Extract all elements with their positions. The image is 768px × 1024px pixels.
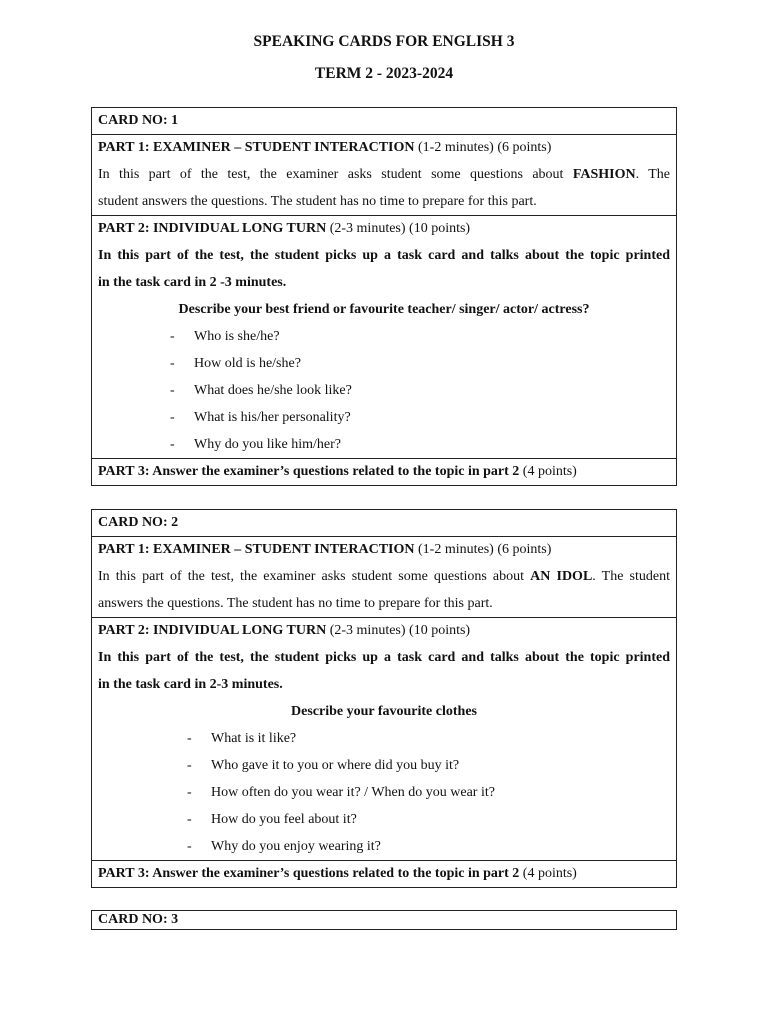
question-item	[98, 779, 670, 806]
part2-section	[92, 215, 676, 458]
question-item	[98, 323, 670, 350]
dash-bullet: -	[187, 758, 192, 773]
dash-bullet: -	[170, 329, 175, 344]
part2-topic: Describe your favourite clothes	[291, 704, 477, 719]
dash-bullet: -	[187, 812, 192, 827]
part2-heading: PART 2: INDIVIDUAL LONG TURN	[98, 221, 327, 236]
part1-heading: PART 1: EXAMINER – STUDENT INTERACTION	[98, 542, 415, 557]
part1-description-line	[98, 563, 670, 590]
part1-text-end: . The student	[592, 569, 670, 584]
part2-instruction: In this part of the test, the student picks up a task card and talks about the topic printed	[98, 248, 670, 263]
part1-topic: AN IDOL	[530, 569, 593, 584]
part2-meta: (2-3 minutes) (10 points)	[326, 221, 471, 236]
part3-meta: (4 points)	[519, 866, 577, 881]
question-item	[98, 806, 670, 833]
part3-heading: PART 3: Answer the examiner’s questions related to the topic in part 2	[98, 464, 520, 479]
card-number: CARD NO: 3	[98, 912, 179, 927]
question-item	[98, 377, 670, 404]
dash-bullet: -	[187, 731, 192, 746]
dash-bullet: -	[187, 839, 192, 854]
part2-instruction: in the task card in 2 -3 minutes.	[98, 275, 287, 290]
part3-heading-line	[98, 861, 670, 887]
part2-section	[92, 617, 676, 860]
part1-description-line: answers the questions. The student has no time to prepare for this part.	[98, 596, 493, 611]
part1-text: In this part of the test, the examiner asks student some questions about	[98, 569, 531, 584]
document-subtitle: TERM 2 - 2023-2024	[314, 65, 454, 82]
part3-section	[92, 458, 676, 485]
question-text: What is his/her personality?	[194, 410, 351, 425]
question-item	[98, 350, 670, 377]
part2-meta: (2-3 minutes) (10 points)	[326, 623, 471, 638]
card-number: CARD NO: 1	[98, 113, 179, 128]
part1-description-line	[98, 161, 670, 188]
question-item	[98, 833, 670, 860]
part1-section	[92, 134, 676, 215]
part2-heading-line	[98, 216, 670, 242]
dash-bullet: -	[170, 356, 175, 371]
document-title: SPEAKING CARDS FOR ENGLISH 3	[253, 33, 515, 50]
card-number-row	[92, 911, 676, 929]
part1-description-line: student answers the questions. The student has no time to prepare for this part.	[98, 194, 537, 209]
question-text: Who gave it to you or where did you buy it?	[211, 758, 460, 773]
part2-instruction: in the task card in 2-3 minutes.	[98, 677, 283, 692]
dash-bullet: -	[170, 410, 175, 425]
part1-heading-line	[98, 537, 670, 563]
dash-bullet: -	[187, 785, 192, 800]
question-item	[98, 431, 670, 458]
question-text: How often do you wear it? / When do you wear it?	[211, 785, 495, 800]
question-item	[98, 404, 670, 431]
part2-instruction: In this part of the test, the student picks up a task card and talks about the topic printed	[98, 650, 670, 665]
part3-section	[92, 860, 676, 887]
part1-meta: (1-2 minutes) (6 points)	[414, 140, 552, 155]
dash-bullet: -	[170, 383, 175, 398]
question-text: How do you feel about it?	[211, 812, 357, 827]
part1-text-end: . The	[635, 167, 670, 182]
part2-heading: PART 2: INDIVIDUAL LONG TURN	[98, 623, 327, 638]
speaking-card-3	[91, 910, 677, 930]
part3-meta: (4 points)	[519, 464, 577, 479]
part1-meta: (1-2 minutes) (6 points)	[414, 542, 552, 557]
question-item	[98, 752, 670, 779]
question-text: What is it like?	[211, 731, 297, 746]
part1-text: In this part of the test, the examiner asks student some questions about	[98, 167, 573, 182]
part2-topic: Describe your best friend or favourite teacher/ singer/ actor/ actress?	[178, 302, 590, 317]
question-text: How old is he/she?	[194, 356, 301, 371]
part3-heading: PART 3: Answer the examiner’s questions related to the topic in part 2	[98, 866, 520, 881]
part2-heading-line	[98, 618, 670, 644]
speaking-card-2	[91, 509, 677, 888]
part1-heading-line	[98, 135, 670, 161]
question-text: What does he/she look like?	[194, 383, 352, 398]
dash-bullet: -	[170, 437, 175, 452]
question-text: Who is she/he?	[194, 329, 280, 344]
card-number: CARD NO: 2	[98, 515, 179, 530]
question-text: Why do you enjoy wearing it?	[211, 839, 381, 854]
part1-section	[92, 536, 676, 617]
card-number-row	[92, 108, 676, 134]
question-text: Why do you like him/her?	[194, 437, 341, 452]
part3-heading-line	[98, 459, 670, 485]
card-number-row	[92, 510, 676, 536]
speaking-card-1	[91, 107, 677, 486]
question-item	[98, 725, 670, 752]
part1-topic: FASHION	[572, 167, 636, 182]
part1-heading: PART 1: EXAMINER – STUDENT INTERACTION	[98, 140, 415, 155]
